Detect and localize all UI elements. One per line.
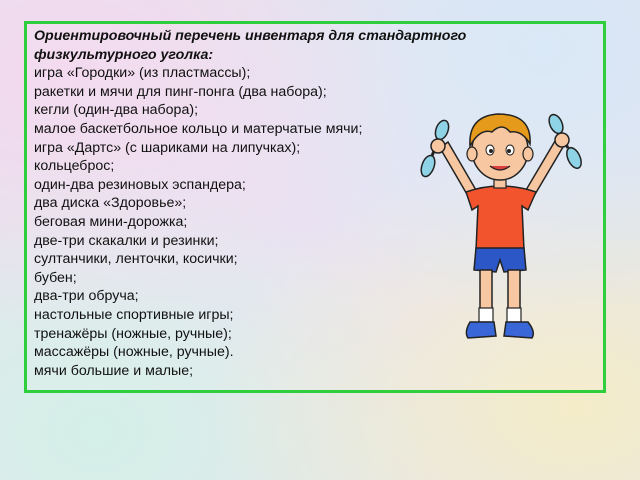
- list-item: массажёры (ножные, ручные).: [34, 344, 234, 361]
- inventory-list: [34, 27, 474, 380]
- list-item: игра «Городки» (из пластмассы);: [34, 65, 251, 82]
- list-item: два-три обруча;: [34, 288, 139, 305]
- list-item: тренажёры (ножные, ручные);: [34, 325, 232, 342]
- list-item: мячи большие и малые;: [34, 362, 194, 379]
- list-item: беговая мини-дорожка;: [34, 213, 188, 230]
- list-item: один-два резиновых эспандера;: [34, 176, 246, 193]
- list-item: настольные спортивные игры;: [34, 306, 234, 323]
- list-item: кольцеброс;: [34, 158, 115, 175]
- list-item: две-три скакалки и резинки;: [34, 232, 219, 249]
- list-item: бубен;: [34, 269, 77, 286]
- list-item: два диска «Здоровье»;: [34, 195, 187, 212]
- list-item: малое баскетбольное кольцо и матерчатые мячи;: [34, 120, 363, 137]
- boy-with-dumbbells-illustration: [410, 110, 600, 355]
- list-item: игра «Дартс» (с шариками на липучках);: [34, 139, 301, 156]
- list-item: султанчики, ленточки, косички;: [34, 251, 238, 268]
- list-item: кегли (один-два набора);: [34, 102, 199, 119]
- list-title: Ориентировочный перечень инвентаря для стандартного физкультурного уголка:: [34, 28, 467, 63]
- list-item: ракетки и мячи для пинг-понга (два набора);: [34, 83, 327, 100]
